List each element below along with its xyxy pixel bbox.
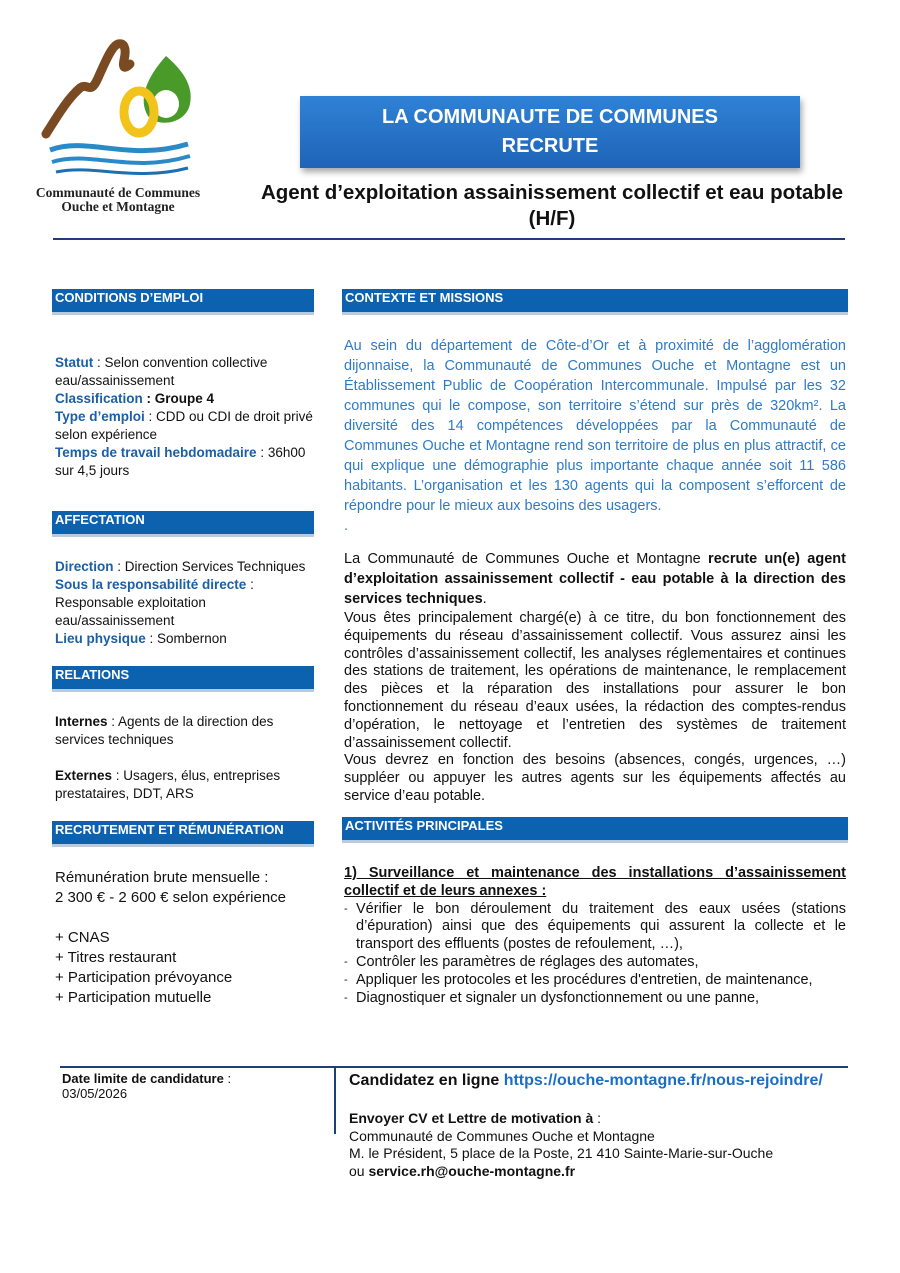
email-link[interactable]: service.rh@ouche-montagne.fr bbox=[368, 1162, 576, 1179]
missions-text bbox=[344, 610, 846, 806]
footer-divider bbox=[60, 1066, 848, 1068]
activites-list bbox=[344, 901, 846, 1008]
list-item: - Vérifier le bon déroulement du traitement des eaux usées (stations d’épuration) ainsi que des équipements qui assurent la collecte et le transport des effluents (postes de refoulement, …), bbox=[344, 900, 846, 953]
send-label: Envoyer CV et Lettre de motivation à bbox=[349, 1110, 594, 1126]
perk-item: + CNAS bbox=[55, 929, 110, 946]
perk-item: + Participation mutuelle bbox=[55, 989, 212, 1006]
send-application-block: Envoyer CV et Lettre de motivation à : Communauté de Communes Ouche et Montagne M. le Président, 5 place de la Poste, 21 410 Sainte-Marie-sur-Ouche ou service.rh@ouche-montagne.fr bbox=[349, 1110, 869, 1180]
relations-block bbox=[55, 713, 313, 803]
activites-subheading: 1) Surveillance et maintenance des installations d’assainissement collectif et de leurs annexes : bbox=[344, 865, 846, 899]
contexte-paragraph: Au sein du département de Côte-d’Or et à proximité de l’agglomération dijonnaise, la Communauté de Communes Ouche et Montagne est un Établissement Public de Coopération Intercommunale. Impulsé par les 32 communes qui le compose, son territoire s’étend sur près de 320km². La diversité des 14 compétences développées par la Communauté de Communes Ouche et Montagne rend son territoire de plus en plus attractif, ce qui explique une démographie plus importante chaque année soit 11 586 habitants. L’organisation et les 130 agents qui la composent s’efforcent de répondre pour le mieux aux besoins des usagers. . bbox=[344, 338, 846, 534]
affectation-block bbox=[55, 558, 313, 648]
footer-vertical-divider bbox=[334, 1066, 336, 1134]
apply-online: Candidatez en ligne https://ouche-montagne.fr/nous-rejoindre/ bbox=[349, 1072, 823, 1089]
perk-item: + Titres restaurant bbox=[55, 949, 177, 966]
direction-row: Direction : Direction Services Techniques bbox=[55, 559, 306, 574]
conditions-heading: CONDITIONS D’EMPLOI bbox=[52, 289, 314, 315]
address-line: Communauté de Communes Ouche et Montagne bbox=[349, 1127, 655, 1144]
relations-heading: RELATIONS bbox=[52, 666, 314, 692]
mission-paragraph-1: Vous êtes principalement chargé(e) à ce titre, du bon fonctionnement des équipements du réseau d’assainissement collectif. Vous assurez ainsi les contrôles d’assainissement collectif, les analyses réglementaires et continues des stations de traitement, les opérations de maintenance, le remplacement des pièces et la réparation des installations pour assurer le bon fonctionnement du réseau d’eaux usées, la rédaction des comptes-rendus d’opération, le nettoyage et l’entretien des systèmes de traitement d’assainissement collectif. bbox=[344, 610, 846, 751]
banner-line2: RECRUTE bbox=[501, 135, 599, 157]
temps-row: Temps de travail hebdomadaire : 36h00 sur 4,5 jours bbox=[55, 445, 306, 478]
recruit-statement: La Communauté de Communes Ouche et Montagne recrute un(e) agent d’exploitation assainissement collectif - eau potable à la direction des services techniques. bbox=[344, 551, 846, 607]
recrutement-block bbox=[55, 868, 317, 1008]
internes-row: Internes : Agents de la direction des services techniques bbox=[55, 714, 274, 747]
deadline-label: Date limite de candidature bbox=[62, 1071, 224, 1086]
organization-name: Communauté de Communes Ouche et Montagne bbox=[35, 185, 201, 214]
activites-block bbox=[344, 865, 846, 1007]
job-title: Agent d’exploitation assainissement collectif et eau potable (H/F) bbox=[260, 181, 844, 230]
remuneration-line2: 2 300 € - 2 600 € selon expérience bbox=[55, 889, 286, 906]
recrutement-heading: RECRUTEMENT ET RÉMUNÉRATION bbox=[52, 821, 314, 847]
list-item: - Contrôler les paramètres de réglages des automates, bbox=[344, 953, 699, 970]
externes-row: Externes : Usagers, élus, entreprises prestataires, DDT, ARS bbox=[55, 768, 281, 801]
remuneration-line1: Rémunération brute mensuelle : bbox=[55, 869, 269, 886]
banner-line1: LA COMMUNAUTE DE COMMUNES bbox=[382, 106, 718, 128]
activites-heading: ACTIVITÉS PRINCIPALES bbox=[342, 817, 848, 843]
perk-item: + Participation prévoyance bbox=[55, 969, 233, 986]
mission-paragraph-2: Vous devrez en fonction des besoins (absences, congés, urgences, …) suppléer ou appuyer les autres agents sur les équipements affectés au service d’eau potable. bbox=[344, 752, 846, 804]
apply-link[interactable]: https://ouche-montagne.fr/nous-rejoindre/ bbox=[503, 1072, 823, 1089]
list-item: - Diagnostiquer et signaler un dysfonctionnement ou une panne, bbox=[344, 989, 760, 1006]
organization-logo bbox=[28, 38, 208, 218]
address-line: M. le Président, 5 place de la Poste, 21 410 Sainte-Marie-sur-Ouche bbox=[349, 1145, 774, 1161]
recruit-banner bbox=[300, 96, 800, 168]
responsabilite-row: Sous la responsabilité directe : Responsable exploitation eau/assainissement bbox=[55, 577, 254, 628]
classification-row: Classification : Groupe 4 bbox=[55, 391, 215, 406]
conditions-block bbox=[55, 354, 313, 480]
contexte-heading: CONTEXTE ET MISSIONS bbox=[342, 289, 848, 315]
header-divider bbox=[53, 238, 845, 240]
deadline-block: Date limite de candidature : 03/05/2026 bbox=[62, 1071, 322, 1101]
lieu-row: Lieu physique : Sombernon bbox=[55, 631, 227, 646]
type-row: Type d’emploi : CDD ou CDI de droit privé selon expérience bbox=[55, 409, 313, 442]
logo-graphic bbox=[38, 38, 203, 183]
deadline-date: 03/05/2026 bbox=[62, 1086, 128, 1101]
affectation-heading: AFFECTATION bbox=[52, 511, 314, 537]
list-item: - Appliquer les protocoles et les procédures d'entretien, de maintenance, bbox=[344, 971, 813, 988]
statut-row: Statut : Selon convention collective eau/assainissement bbox=[55, 355, 268, 388]
